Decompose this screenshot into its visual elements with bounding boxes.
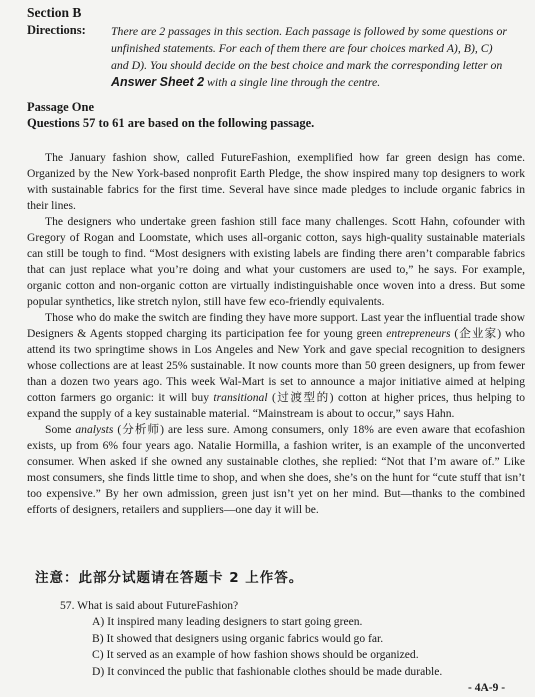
directions-text-part-2: with a single line through the centre. [204,75,381,89]
p4-text-b: (分析师) are less sure. Among consumers, only 18% are even aware that ecofashion exists, up from 6% four years ago. Natalie Hormilla, a fashion writer, is an example of the unconverted consumer. When asked if she owned any sustainable clothes, she replied: “Not that I’m aware of.” Like most consumers, she finds little time to shop, and when she does, she’s on the hunt for “cute stuff that isn’t too expensive.” By her own admission, green just isn’t yet on her mind. But—thanks to the combined efforts of designers, retailers and suppliers—one day it will be. [27,423,525,516]
option-a: A) It inspired many leading designers to start going green. [92,615,363,628]
p3-text-a: Those who do make the switch are finding they have more support. Last year the influential trade show Designers & Agents stopped charging its participation fee for young green [27,311,525,340]
paragraph-3 [27,310,525,422]
directions-label: Directions: [27,23,86,37]
questions-heading: Questions 57 to 61 are based on the following passage. [27,116,315,130]
answer-sheet-label: Answer Sheet 2 [111,75,205,89]
passage-body [27,150,525,518]
option-d: D) It convinced the public that fashionable clothes should be made durable. [92,664,443,678]
p3-term-transitional: transitional [213,391,268,404]
section-title: Section B [27,5,82,20]
p4-text-a: Some [45,423,76,436]
paragraph-2: The designers who undertake green fashion still face many challenges. Scott Hahn, cofounder with Gregory of Rogan and Loomstate, which uses all-organic cotton, says high-quality sustainable materials can still be tough to find. “Most designers with existing labels are finding there aren’t comparable fabrics that can just replace what you’re doing and what your customers are used to,” he says. For example, organic cotton and non-organic cotton are virtually indistinguishable once woven into a dress. But some popular synthetics, like stretch nylon, still have few eco-friendly equivalents. [27,215,525,308]
option-c: C) It served as an example of how fashion shows should be organized. [92,648,419,661]
page-number: - 4A-9 - [468,682,506,694]
paragraph-4 [27,422,525,518]
question-57: 57. What is said about FutureFashion? [60,599,239,612]
p3-text-b: (企业家) who attend its two springtime shows in Los Angeles and New York and gave special recognition to designers whose collections are at least 25% sustainable. It now counts more than 50 green designers, up from fewer than a dozen two years ago. This week Wal-Mart is set to announce a major initiative aimed at helping cotton farmers go organic: it will buy [27,327,525,404]
notice-text: 注意：此部分试题请在答题卡 2 上作答。 [35,570,304,586]
p4-term-analysts: analysts [75,423,114,436]
option-b: B) It showed that designers using organic fabrics would go far. [92,631,384,645]
p3-term-entrepreneurs: entrepreneurs [386,327,451,340]
answer-options [92,614,442,680]
paragraph-1: The January fashion show, called FutureFashion, exemplified how far green design has come. Organized by the New York-based nonprofit Earth Pledge, the show inspired many top designers to work with sustainable fabrics for the first time. Several have since made pledges to include organic fabrics in their lines. [27,151,525,212]
directions-text-part-1: There are 2 passages in this section. Each passage is followed by some questions or unfinished statements. For each of them there are four choices marked A), B), C) and D). You should decide on the best choice and mark the corresponding letter on [111,24,507,72]
directions-text [111,23,511,91]
passage-title: Passage One [27,100,95,114]
p3-text-c: (过渡型的) cotton at higher prices, thus helping to expand the supply of a key sustainable material. “Mainstream is about to occur,” says Hahn. [27,391,525,420]
